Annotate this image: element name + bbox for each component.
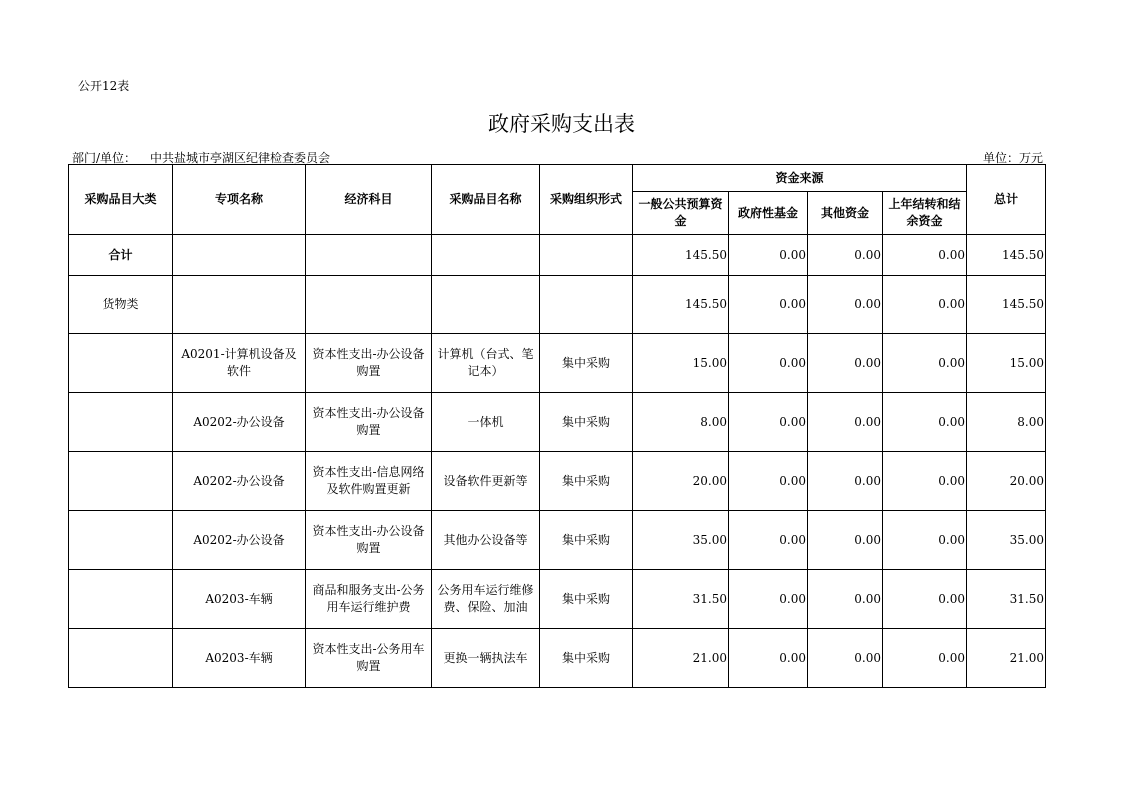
cell-econ: 资本性支出-办公设备购置 [306,511,432,570]
cell-org-form: 集中采购 [540,452,633,511]
header-gov-fund: 政府性基金 [729,192,808,235]
total-row-total: 145.50 [967,235,1046,276]
cell-gov-fund: 0.00 [729,511,808,570]
cell-project: A0201-计算机设备及软件 [173,334,306,393]
table-row [69,570,1046,629]
page-title: 政府采购支出表 [488,112,635,136]
cell-general-budget: 31.50 [633,570,729,629]
cell-org-form: 集中采购 [540,393,633,452]
cell-other-fund: 0.00 [808,511,883,570]
cell-total: 31.50 [967,570,1046,629]
header-category: 采购品目大类 [69,165,173,235]
table-row [69,334,1046,393]
goods-row-item [432,276,540,334]
department-value: 中共盐城市亭湖区纪律检查委员会 [150,151,331,165]
total-row-org-form [540,235,633,276]
cell-econ: 资本性支出-公务用车购置 [306,629,432,688]
total-row-econ [306,235,432,276]
cell-econ: 资本性支出-办公设备购置 [306,393,432,452]
cell-item: 计算机（台式、笔记本） [432,334,540,393]
cell-category [69,511,173,570]
cell-carryover: 0.00 [883,334,967,393]
total-row-other-fund: 0.00 [808,235,883,276]
procurement-table [68,164,1046,688]
cell-category [69,393,173,452]
cell-item: 设备软件更新等 [432,452,540,511]
cell-gov-fund: 0.00 [729,334,808,393]
cell-total: 20.00 [967,452,1046,511]
total-row-carryover: 0.00 [883,235,967,276]
cell-category [69,629,173,688]
cell-org-form: 集中采购 [540,570,633,629]
goods-row-label: 货物类 [69,276,173,334]
total-row-label: 合计 [69,235,173,276]
table-row [69,511,1046,570]
cell-carryover: 0.00 [883,511,967,570]
table-row [69,393,1046,452]
cell-project: A0202-办公设备 [173,452,306,511]
goods-row-gov-fund: 0.00 [729,276,808,334]
cell-gov-fund: 0.00 [729,570,808,629]
total-row-item [432,235,540,276]
cell-other-fund: 0.00 [808,452,883,511]
cell-item: 公务用车运行维修费、保险、加油 [432,570,540,629]
cell-category [69,334,173,393]
header-org-form: 采购组织形式 [540,165,633,235]
cell-general-budget: 20.00 [633,452,729,511]
cell-item: 更换一辆执法车 [432,629,540,688]
header-project: 专项名称 [173,165,306,235]
cell-total: 21.00 [967,629,1046,688]
total-row-gov-fund: 0.00 [729,235,808,276]
cell-general-budget: 8.00 [633,393,729,452]
cell-item: 其他办公设备等 [432,511,540,570]
cell-project: A0203-车辆 [173,629,306,688]
header-econ: 经济科目 [306,165,432,235]
cell-org-form: 集中采购 [540,334,633,393]
cell-econ: 商品和服务支出-公务用车运行维护费 [306,570,432,629]
goods-row-general-budget: 145.50 [633,276,729,334]
goods-row-other-fund: 0.00 [808,276,883,334]
cell-carryover: 0.00 [883,393,967,452]
cell-total: 35.00 [967,511,1046,570]
header-total: 总计 [967,165,1046,235]
cell-org-form: 集中采购 [540,629,633,688]
goods-row-project [173,276,306,334]
table-row [69,452,1046,511]
cell-other-fund: 0.00 [808,629,883,688]
cell-org-form: 集中采购 [540,511,633,570]
cell-general-budget: 15.00 [633,334,729,393]
table-row [69,629,1046,688]
cell-total: 15.00 [967,334,1046,393]
cell-carryover: 0.00 [883,570,967,629]
cell-econ: 资本性支出-信息网络及软件购置更新 [306,452,432,511]
cell-project: A0203-车辆 [173,570,306,629]
cell-econ: 资本性支出-办公设备购置 [306,334,432,393]
cell-category [69,570,173,629]
goods-row-org-form [540,276,633,334]
cell-gov-fund: 0.00 [729,393,808,452]
cell-other-fund: 0.00 [808,334,883,393]
goods-row-econ [306,276,432,334]
goods-row-carryover: 0.00 [883,276,967,334]
header-item: 采购品目名称 [432,165,540,235]
cell-other-fund: 0.00 [808,570,883,629]
cell-total: 8.00 [967,393,1046,452]
header-carryover: 上年结转和结余资金 [883,192,967,235]
goods-row-total: 145.50 [967,276,1046,334]
goods-row [69,276,1046,334]
unit-label: 单位：万元 [982,151,1043,165]
form-code: 公开12表 [78,79,130,93]
cell-other-fund: 0.00 [808,393,883,452]
cell-category [69,452,173,511]
cell-project: A0202-办公设备 [173,393,306,452]
cell-item: 一体机 [432,393,540,452]
cell-gov-fund: 0.00 [729,452,808,511]
header-other-fund: 其他资金 [808,192,883,235]
header-fund-source: 资金来源 [633,165,967,192]
cell-carryover: 0.00 [883,452,967,511]
cell-general-budget: 35.00 [633,511,729,570]
cell-gov-fund: 0.00 [729,629,808,688]
total-row-project [173,235,306,276]
cell-carryover: 0.00 [883,629,967,688]
cell-project: A0202-办公设备 [173,511,306,570]
total-row-general-budget: 145.50 [633,235,729,276]
department-label: 部门/单位： [72,151,137,165]
header-general-budget: 一般公共预算资金 [633,192,729,235]
total-row [69,235,1046,276]
cell-general-budget: 21.00 [633,629,729,688]
